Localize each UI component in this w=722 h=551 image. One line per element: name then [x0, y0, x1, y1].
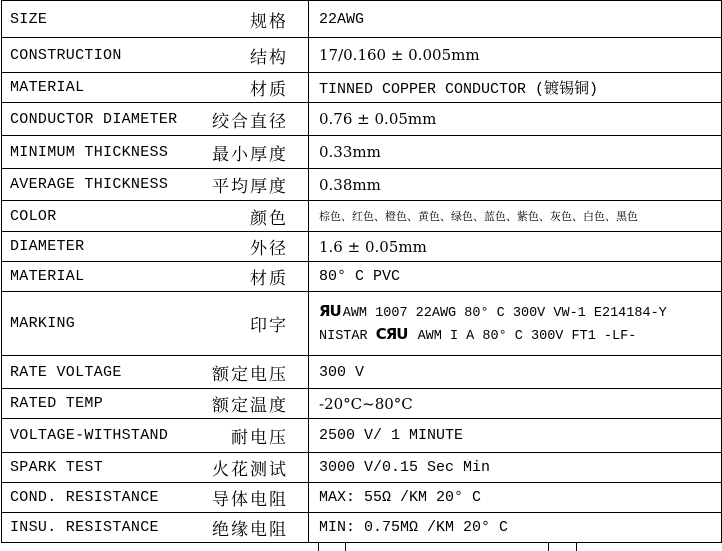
property-cn-label: 火花测试 — [197, 453, 309, 483]
table-divider — [576, 543, 577, 551]
property-cn-label: 额定电压 — [197, 356, 309, 389]
property-cn-label: 耐电压 — [197, 419, 309, 453]
table-row — [2, 292, 722, 356]
property-cn-label: 导体电阻 — [197, 483, 309, 513]
property-value: TINNED COPPER CONDUCTOR (镀锡铜) — [309, 73, 722, 103]
property-en-label: VOLTAGE-WITHSTAND — [2, 419, 197, 453]
spec-table — [1, 0, 722, 543]
property-value: MAX: 55Ω /KM 20° C — [309, 483, 722, 513]
table-row — [2, 201, 722, 232]
property-value: 22AWG — [309, 1, 722, 38]
property-en-label: RATED TEMP — [2, 389, 197, 419]
table-row — [2, 262, 722, 292]
property-en-label: MATERIAL — [2, 73, 197, 103]
property-en-label: MINIMUM THICKNESS — [2, 136, 197, 169]
table-divider — [345, 543, 346, 551]
property-en-label: CONDUCTOR DIAMETER — [2, 103, 197, 136]
property-cn-label: 绞合直径 — [197, 103, 309, 136]
property-cn-label: 材质 — [197, 262, 309, 292]
property-en-label: COND. RESISTANCE — [2, 483, 197, 513]
property-cn-label: 材质 — [197, 73, 309, 103]
property-en-label: SPARK TEST — [2, 453, 197, 483]
property-en-label: MATERIAL — [2, 262, 197, 292]
property-value: 0.76 ± 0.05mm — [309, 103, 722, 136]
property-cn-label: 外径 — [197, 232, 309, 262]
property-value: 棕色、红色、橙色、黄色、绿色、蓝色、紫色、灰色、白色、黑色 — [309, 201, 722, 232]
property-cn-label: 印字 — [197, 292, 309, 356]
table-row — [2, 1, 722, 38]
property-value: 80° C PVC — [309, 262, 722, 292]
cul-recognized-logo: CЯU — [375, 324, 408, 343]
property-en-label: INSU. RESISTANCE — [2, 513, 197, 543]
property-en-label: DIAMETER — [2, 232, 197, 262]
table-divider — [318, 543, 319, 551]
property-value: 0.38mm — [309, 169, 722, 201]
property-value: MIN: 0.75MΩ /KM 20° C — [309, 513, 722, 543]
next-table-edge — [0, 543, 722, 551]
property-value: 1.6 ± 0.05mm — [309, 232, 722, 262]
property-en-label: MARKING — [2, 292, 197, 356]
table-row — [2, 389, 722, 419]
ul-recognized-logo: ЯU — [319, 301, 341, 320]
marking-value — [309, 292, 722, 356]
table-divider — [548, 543, 549, 551]
table-row — [2, 103, 722, 136]
table-row — [2, 483, 722, 513]
property-value: 2500 V/ 1 MINUTE — [309, 419, 722, 453]
property-cn-label: 最小厚度 — [197, 136, 309, 169]
property-value: 17/0.160 ± 0.005mm — [309, 38, 722, 73]
property-cn-label: 规格 — [197, 1, 309, 38]
marking-line-2: NISTAR CЯU AWM I A 80° C 300V FT1 -LF- — [319, 324, 637, 344]
property-cn-label: 额定温度 — [197, 389, 309, 419]
property-en-label: COLOR — [2, 201, 197, 232]
table-row — [2, 169, 722, 201]
table-row — [2, 232, 722, 262]
table-row — [2, 73, 722, 103]
table-row — [2, 453, 722, 483]
property-cn-label: 平均厚度 — [197, 169, 309, 201]
property-value: 300 V — [309, 356, 722, 389]
property-en-label: RATE VOLTAGE — [2, 356, 197, 389]
property-en-label: SIZE — [2, 1, 197, 38]
table-row — [2, 136, 722, 169]
property-cn-label: 结构 — [197, 38, 309, 73]
property-value: 3000 V/0.15 Sec Min — [309, 453, 722, 483]
marking-line-1: ЯU AWM 1007 22AWG 80° C 300V VW-1 E214184-Y — [319, 301, 667, 321]
table-row — [2, 419, 722, 453]
property-en-label: CONSTRUCTION — [2, 38, 197, 73]
property-value: 0.33mm — [309, 136, 722, 169]
property-cn-label: 颜色 — [197, 201, 309, 232]
property-cn-label: 绝缘电阻 — [197, 513, 309, 543]
table-row — [2, 356, 722, 389]
property-value: -20°C~80°C — [309, 389, 722, 419]
table-row — [2, 513, 722, 543]
property-en-label: AVERAGE THICKNESS — [2, 169, 197, 201]
table-row — [2, 38, 722, 73]
